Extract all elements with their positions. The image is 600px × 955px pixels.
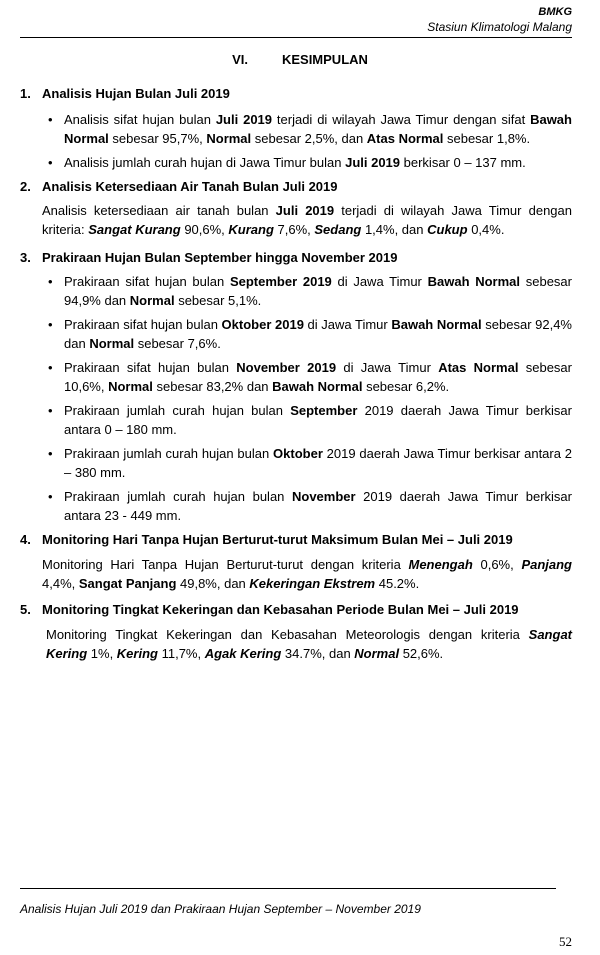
bold-italic-text: Cukup [427, 222, 468, 237]
bold-italic-text: Panjang [521, 557, 573, 572]
text-run: Prakiraan jumlah curah hujan bulan [64, 403, 291, 418]
text-run: 90,6%, [180, 222, 229, 237]
bold-text: Juli 2019 [345, 155, 401, 170]
text-run: berkisar 0 – 137 mm. [400, 155, 526, 170]
header-org: BMKG [538, 6, 572, 18]
text-run: Prakiraan jumlah curah hujan bulan [64, 489, 292, 504]
bold-text: Normal [108, 379, 153, 394]
text-run: 2019 daerah Jawa Timur berkisar antara 0 – 180 mm. [64, 403, 572, 437]
section-number: VI. [232, 52, 248, 67]
item-title: Monitoring Hari Tanpa Hujan Berturut-turut Maksimum Bulan Mei – Juli 2019 [42, 532, 513, 547]
bold-text: Oktober [273, 446, 323, 461]
text-run: Monitoring Tingkat Kekeringan dan Kebasahan Meteorologis dengan kriteria [46, 627, 529, 642]
bold-text: Normal [89, 336, 135, 351]
item-number: 3. [20, 250, 31, 265]
text-run: Analisis sifat hujan bulan [64, 112, 216, 127]
text-run: 11,7%, [157, 646, 205, 661]
bold-text: November [292, 489, 356, 504]
bold-text: Normal [129, 293, 175, 308]
text-run: 1,4%, dan [361, 222, 428, 237]
text-run: 2019 daerah Jawa Timur berkisar antara 2 – 380 mm. [64, 446, 572, 480]
text-run: Prakiraan sifat hujan bulan [64, 274, 230, 289]
bold-text: September [290, 403, 358, 418]
bullet-item [20, 487, 572, 525]
text-run: Analisis jumlah curah hujan di Jawa Timur bulan [64, 155, 346, 170]
bold-text: Bawah Normal [64, 112, 572, 146]
bold-italic-text: Kering [116, 646, 158, 661]
bold-text: Sangat Panjang [78, 576, 177, 591]
text-run: sebesar 7,6%. [134, 336, 221, 351]
bullet-item [20, 272, 572, 310]
text-run: di Jawa Timur [336, 360, 439, 375]
bold-italic-text: Agak Kering [204, 646, 282, 661]
bullet-item [20, 358, 572, 396]
conclusion-item-2 [20, 177, 572, 239]
bullet-list [20, 110, 572, 172]
bold-italic-text: Sedang [314, 222, 362, 237]
footer-text: Analisis Hujan Juli 2019 dan Prakiraan Hujan September – November 2019 [20, 902, 421, 916]
bold-text: November 2019 [236, 360, 337, 375]
text-run: sebesar 5,1%. [174, 293, 262, 308]
text-run: 34.7%, dan [281, 646, 355, 661]
text-run: Prakiraan jumlah curah hujan bulan [64, 446, 274, 461]
bold-italic-text: Kurang [228, 222, 274, 237]
item-number: 5. [20, 602, 31, 617]
text-run: di Jawa Timur [331, 274, 428, 289]
bullet-item [20, 153, 572, 172]
content [20, 84, 572, 663]
item-title: Analisis Ketersediaan Air Tanah Bulan Juli 2019 [42, 179, 338, 194]
item-title: Prakiraan Hujan Bulan September hingga November 2019 [42, 250, 398, 265]
text-run: sebesar 10,6%, [64, 360, 572, 394]
item-number: 2. [20, 179, 31, 194]
bold-text: Atas Normal [438, 360, 519, 375]
item-heading [20, 600, 572, 619]
item-paragraph [20, 555, 572, 593]
text-run: 4,4%, [42, 576, 79, 591]
bold-italic-text: Kekeringan Ekstrem [249, 576, 376, 591]
item-heading [20, 177, 572, 196]
text-run: Analisis ketersediaan air tanah bulan [42, 203, 276, 218]
bold-text: Juli 2019 [215, 112, 273, 127]
item-number: 1. [20, 86, 31, 101]
item-heading [20, 248, 572, 267]
text-run: terjadi di wilayah Jawa Timur dengan sifat [272, 112, 531, 127]
text-run: 45.2%. [375, 576, 420, 591]
bold-text: Bawah Normal [272, 379, 363, 394]
text-run: 0,6%, [472, 557, 522, 572]
bold-italic-text: Normal [354, 646, 400, 661]
item-number: 4. [20, 532, 31, 547]
bold-text: Bawah Normal [391, 317, 482, 332]
item-title: Analisis Hujan Bulan Juli 2019 [42, 86, 230, 101]
bold-text: Juli 2019 [275, 203, 335, 218]
conclusion-item-3 [20, 248, 572, 525]
text-run: sebesar 1,8%. [443, 131, 531, 146]
bold-text: Oktober 2019 [221, 317, 304, 332]
text-run: 49,8%, dan [176, 576, 250, 591]
bold-text: September 2019 [229, 274, 332, 289]
text-run: Prakiraan sifat hujan bulan [64, 360, 237, 375]
text-run: 2019 daerah Jawa Timur berkisar antara 23 - 449 mm. [64, 489, 572, 523]
conclusion-item-4 [20, 530, 572, 593]
bullet-item [20, 444, 572, 482]
text-run: sebesar 2,5%, dan [251, 131, 367, 146]
bold-text: Bawah Normal [427, 274, 521, 289]
bullet-item [20, 110, 572, 148]
item-paragraph [20, 625, 572, 663]
footer-rule [20, 888, 556, 889]
bold-italic-text: Menengah [408, 557, 473, 572]
text-run: sebesar 94,9% dan [64, 274, 572, 308]
text-run: terjadi di wilayah Jawa Timur dengan kriteria: [42, 203, 572, 237]
bullet-item [20, 315, 572, 353]
text-run: 52,6%. [399, 646, 444, 661]
text-run: sebesar 92,4% dan [64, 317, 572, 351]
bullet-list [20, 272, 572, 525]
item-paragraph [20, 201, 572, 239]
text-run: sebesar 95,7%, [108, 131, 207, 146]
header-station: Stasiun Klimatologi Malang [427, 20, 572, 34]
bold-italic-text: Sangat Kering [46, 627, 572, 661]
page-number: 52 [559, 934, 572, 949]
text-run: sebesar 6,2%. [362, 379, 450, 394]
bullet-item [20, 401, 572, 439]
text-run: 0,4%. [467, 222, 505, 237]
text-run: Prakiraan sifat hujan bulan [64, 317, 222, 332]
header-rule [20, 37, 572, 38]
bold-italic-text: Sangat Kurang [88, 222, 181, 237]
conclusion-item-5 [20, 600, 572, 663]
text-run: Monitoring Hari Tanpa Hujan Berturut-turut dengan kriteria [42, 557, 409, 572]
bold-text: Atas Normal [366, 131, 444, 146]
item-heading [20, 530, 572, 549]
text-run: 1%, [87, 646, 117, 661]
item-heading [20, 84, 572, 103]
text-run: 7,6%, [273, 222, 315, 237]
item-title: Monitoring Tingkat Kekeringan dan Kebasahan Periode Bulan Mei – Juli 2019 [42, 602, 519, 617]
section-title [0, 52, 600, 67]
text-run: di Jawa Timur [303, 317, 392, 332]
section-heading: KESIMPULAN [281, 52, 368, 67]
text-run: sebesar 83,2% dan [152, 379, 273, 394]
bold-text: Normal [206, 131, 252, 146]
conclusion-item-1 [20, 84, 572, 172]
